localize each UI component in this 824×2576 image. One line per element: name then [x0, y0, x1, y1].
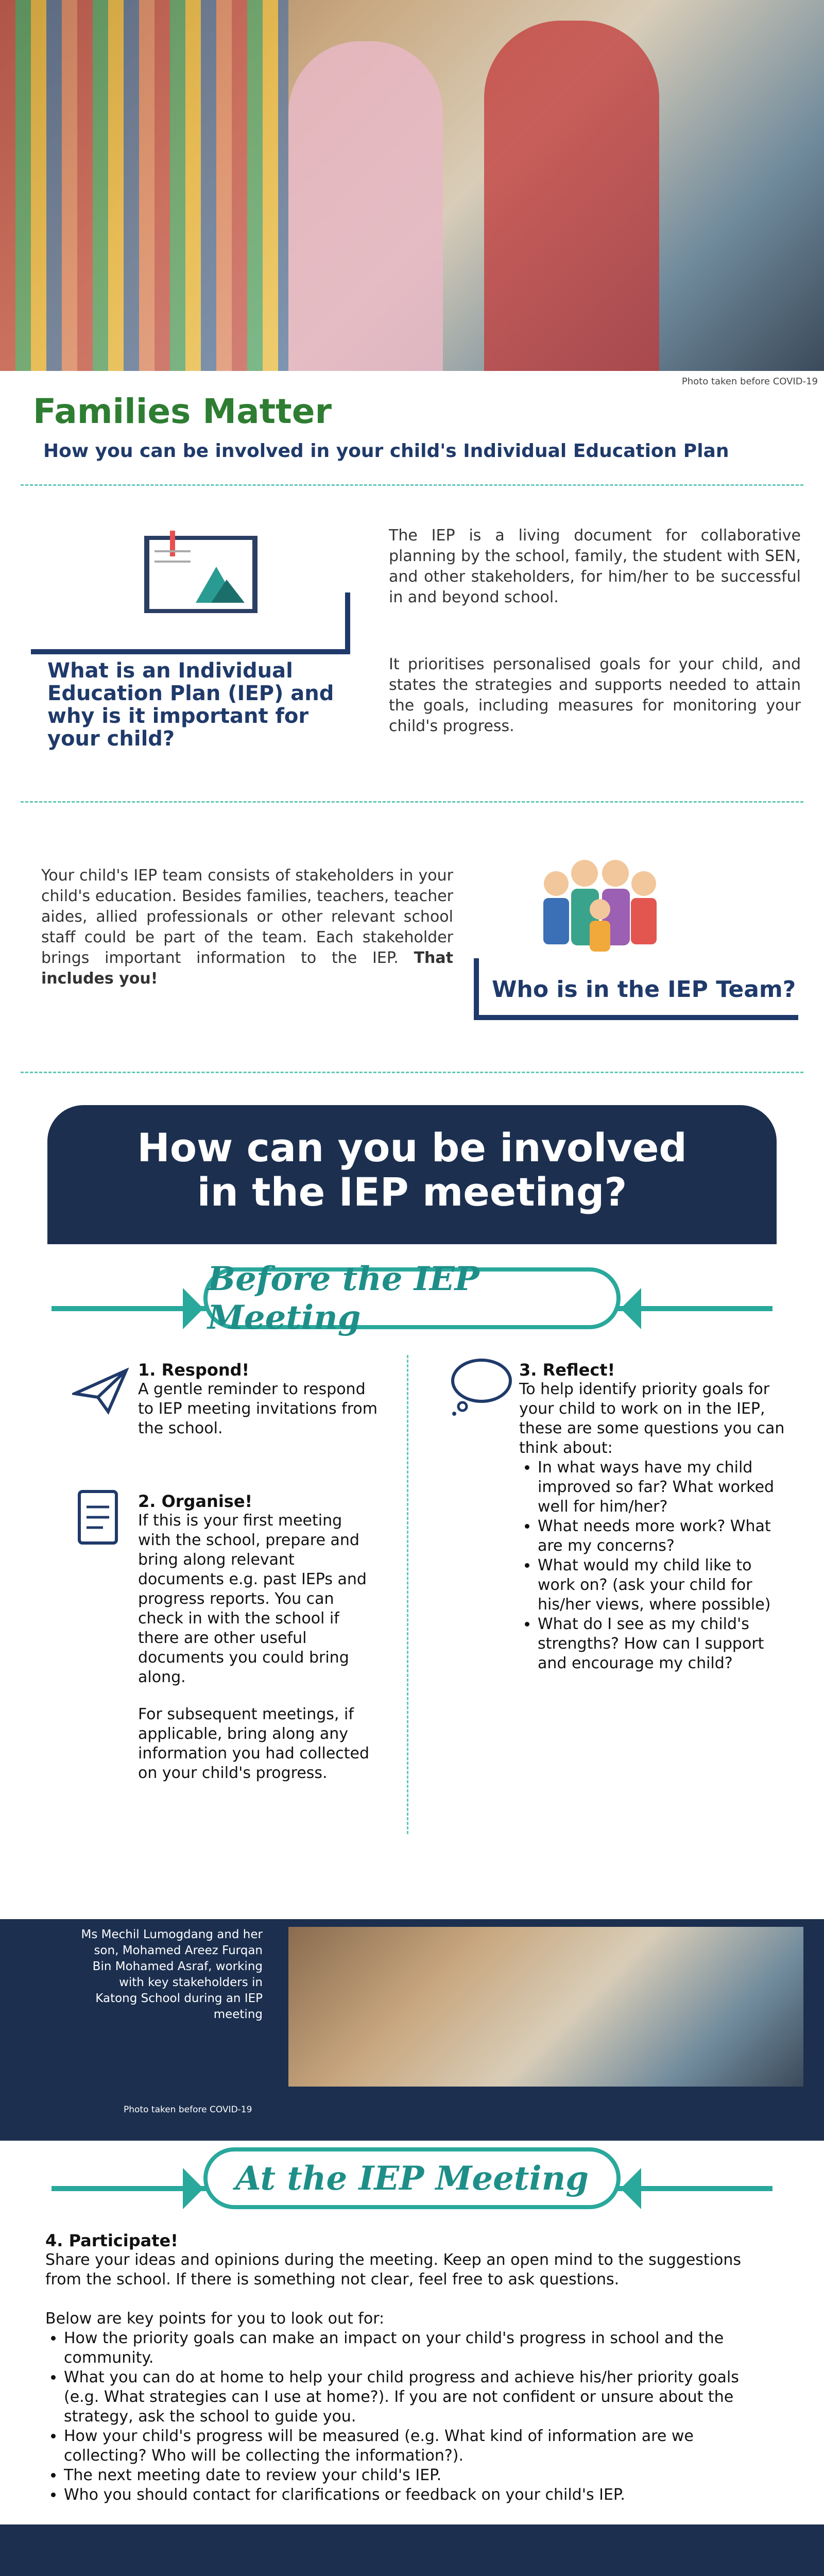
step4 — [45, 2231, 777, 2505]
team-emphasis: That includes you! — [41, 949, 453, 988]
step4-bullets — [45, 2329, 777, 2505]
list-item: • What you can do at home to help your child progress and achieve his/her priority goals (e.g. What strategies can I use at home?). If you are not confident or unsure about the strategy, ask the school to guide you. — [64, 2368, 777, 2427]
step3-bullets — [519, 1458, 787, 1673]
page-subtitle: How you can be involved in your child's Individual Education Plan — [43, 440, 729, 462]
at-label: At the IEP Meeting — [203, 2147, 621, 2209]
navy-accent-line — [474, 1015, 798, 1020]
list-item: • The next meeting date to review your child's IEP. — [64, 2466, 777, 2485]
photo2-caption: Ms Mechil Lumogdang and her son, Mohamed Areez Furqan Bin Mohamed Asraf, working with key stakeholders in Katong School during an IEP meeting — [81, 1928, 263, 2021]
list-item: • In what ways have my child improved so far? What worked well for him/her? — [538, 1458, 787, 1517]
step4-text: Share your ideas and opinions during the meeting. Keep an open mind to the suggestions from the school. If there is something not clear, feel free to ask questions. — [45, 2251, 742, 2289]
document-icon — [72, 1486, 124, 1548]
step3-text: To help identify priority goals for your child to work on in the IEP, these are some questions you can think about: — [519, 1380, 785, 1457]
thought-bubble-icon — [448, 1355, 515, 1417]
step1 — [138, 1360, 385, 1438]
photo3-band — [0, 2524, 824, 2576]
meeting-heading-line1: How can you be involved — [137, 1125, 687, 1171]
person-silhouette — [288, 41, 443, 371]
list-item: • Who you should contact for clarifications or feedback on your child's IEP. — [64, 2485, 777, 2505]
list-item: • What needs more work? What are my concerns? — [538, 1517, 787, 1556]
label-arrow — [183, 2168, 203, 2209]
step2-text: If this is your first meeting with the school, prepare and bring along relevant documents e.g. past IEPs and progress reports. You can check in with the school if there are other useful documents you could bring along. — [138, 1512, 367, 1686]
family-icon — [533, 853, 667, 961]
list-item: • How the priority goals can make an impact on your child's progress in school and the community. — [64, 2329, 777, 2368]
section1-para1: The IEP is a living document for collaborative planning by the school, family, the student with SEN, and other stakeholders, for him/her to be successful in and beyond school. — [389, 527, 801, 606]
hero-photo — [0, 0, 824, 371]
step4-intro: Below are key points for you to look out for: — [45, 2310, 385, 2328]
column-divider — [407, 1355, 408, 1834]
navy-accent-vline — [345, 592, 350, 654]
step3 — [519, 1360, 787, 1673]
team-description: Your child's IEP team consists of stakeholders in your child's education. Besides families, teachers, teacher aides, allied professionals or other relevant school staff could be part of the team. Each stakeholder brings important information to the IEP. — [41, 867, 453, 967]
bookshelf — [0, 0, 288, 371]
hero-caption: Photo taken before COVID-19 — [681, 376, 818, 387]
section1-question: What is an Individual Education Plan (IEP) and why is it important for your child? — [47, 659, 334, 751]
step2 — [138, 1492, 375, 1783]
section2-heading: Who is in the IEP Team? — [492, 976, 796, 1003]
meeting-photo — [288, 1927, 803, 2087]
divider — [21, 801, 803, 803]
step3-title: 3. Reflect! — [519, 1360, 615, 1380]
label-arrow — [621, 2168, 641, 2209]
page-title: Families Matter — [33, 392, 332, 431]
navy-accent-vline — [474, 958, 479, 1020]
section2-text — [41, 866, 453, 989]
photo2-note: Photo taken before COVID-19 — [124, 2105, 252, 2115]
paper-plane-icon — [72, 1365, 129, 1417]
label-arrow — [183, 1288, 203, 1329]
list-item: • How your child's progress will be measured (e.g. What kind of information are we collecting? Who will be collecting the information?). — [64, 2427, 777, 2466]
list-item: • What would my child like to work on? (ask your child for his/her views, where possible) — [538, 1556, 787, 1615]
section1-para2: It prioritises personalised goals for your child, and states the strategies and supports needed to attain the goals, including measures for monitoring your child's progress. — [389, 655, 801, 735]
navy-accent-line — [31, 649, 350, 654]
meeting-heading-line2: in the IEP meeting? — [197, 1169, 627, 1215]
step4-title: 4. Participate! — [45, 2231, 178, 2250]
book-icon — [134, 520, 268, 629]
step1-text: A gentle reminder to respond to IEP meeting invitations from the school. — [138, 1380, 377, 1437]
divider — [21, 484, 803, 486]
meeting-heading — [47, 1126, 777, 1214]
step2-text2: For subsequent meetings, if applicable, bring along any information you had collected on your child's progress. — [138, 1705, 370, 1782]
step1-title: 1. Respond! — [138, 1360, 250, 1380]
label-arrow — [621, 1288, 641, 1329]
divider — [21, 1072, 803, 1073]
before-label: Before the IEP Meeting — [203, 1267, 621, 1329]
step2-title: 2. Organise! — [138, 1492, 253, 1511]
list-item: • What do I see as my child's strengths? How can I support and encourage my child? — [538, 1615, 787, 1673]
person-silhouette — [484, 21, 659, 371]
